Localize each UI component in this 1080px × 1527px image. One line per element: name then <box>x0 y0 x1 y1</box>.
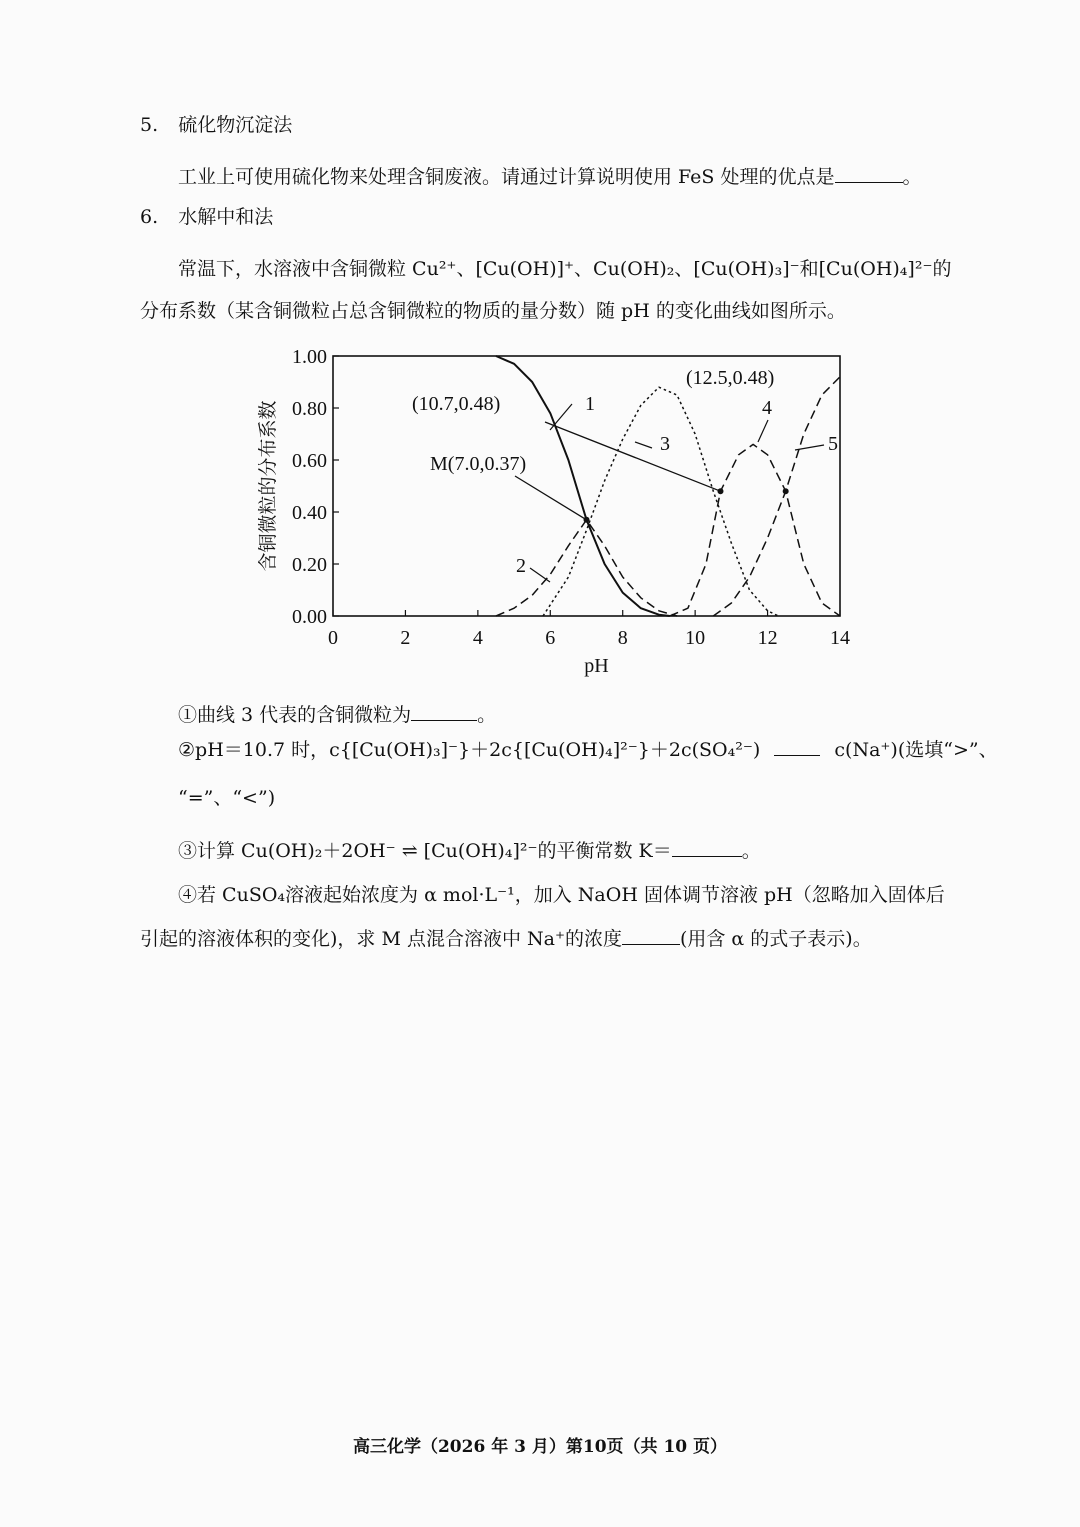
q2-text: ②pH＝10.7 时，c{[Cu(OH)₃]⁻}＋2c{[Cu(OH)₄]²⁻}＋2c(SO₄²⁻) <box>178 739 761 761</box>
x-tick-label: 10 <box>685 627 706 649</box>
x-tick-label: 12 <box>757 627 778 649</box>
chart-curves <box>496 356 840 616</box>
question-1 <box>178 702 496 728</box>
page-footer: 高三化学（2026 年 3 月）第10页（共 10 页） <box>352 1437 728 1457</box>
answer-blank-q1[interactable] <box>411 702 477 721</box>
y-tick-label: 0.20 <box>292 554 327 576</box>
question-4-line-2 <box>140 926 872 952</box>
answer-blank-fes[interactable] <box>835 164 903 183</box>
y-tick-label: 0.80 <box>292 398 327 420</box>
question-2 <box>178 737 998 763</box>
section6-number: 6. <box>140 206 159 228</box>
curve-label-5: 5 <box>828 433 838 455</box>
section5-end: 。 <box>902 166 922 188</box>
x-axis-label: pH <box>584 655 609 677</box>
section6-heading <box>140 204 273 230</box>
curve-leader-2 <box>530 568 550 582</box>
chart-axes <box>257 346 850 677</box>
curve-label-3: 3 <box>660 433 670 455</box>
section5-text: 工业上可使用硫化物来处理含铜废液。请通过计算说明使用 FeS 处理的优点是 <box>178 166 835 188</box>
annotation-label: M(7.0,0.37) <box>430 453 527 475</box>
answer-blank-q3[interactable] <box>672 838 742 857</box>
section5-question <box>178 164 922 190</box>
curve-label-1: 1 <box>585 393 595 415</box>
x-tick-label: 2 <box>400 627 411 649</box>
section5-number: 5. <box>140 114 159 136</box>
y-axis-label: 含铜微粒的分布系数 <box>257 400 279 572</box>
y-tick-label: 0.40 <box>292 502 327 524</box>
annotation-label: (12.5,0.48) <box>686 367 775 389</box>
q3-end: 。 <box>741 840 761 862</box>
chart-labels <box>412 367 838 582</box>
q1-end: 。 <box>477 704 497 726</box>
section6-intro-2: 分布系数（某含铜微粒占总含铜微粒的物质的量分数）随 pH 的变化曲线如图所示。 <box>140 300 846 322</box>
answer-blank-q2[interactable] <box>774 737 820 756</box>
curve-leader-3 <box>635 442 652 448</box>
curve-4 <box>670 444 840 616</box>
q3-text: ③计算 Cu(OH)₂＋2OH⁻ ⇌ [Cu(OH)₄]²⁻的平衡常数 K＝ <box>178 840 672 862</box>
annotation-point <box>717 488 723 494</box>
y-tick-label: 0.00 <box>292 606 327 628</box>
curve-3 <box>543 387 778 616</box>
y-tick-label: 1.00 <box>292 346 327 368</box>
q4-text: 引起的溶液体积的变化)，求 M 点混合溶液中 Na⁺的浓度 <box>140 928 622 950</box>
y-tick-label: 0.60 <box>292 450 327 472</box>
curve-label-2: 2 <box>516 555 526 577</box>
question-3 <box>178 838 761 864</box>
curve-leader-4 <box>758 420 768 442</box>
section5-heading <box>140 112 292 138</box>
distribution-chart-svg <box>250 340 870 680</box>
section6-title: 水解中和法 <box>178 206 274 228</box>
section5-title: 硫化物沉淀法 <box>178 114 293 136</box>
q2-text-2: c(Na⁺)(选填“>”、 <box>834 739 998 761</box>
answer-blank-q4[interactable] <box>622 926 680 945</box>
curve-5 <box>713 377 840 616</box>
question-2-options: “=”、“<”) <box>178 787 276 809</box>
section6-intro-1: 常温下，水溶液中含铜微粒 Cu²⁺、[Cu(OH)]⁺、Cu(OH)₂、[Cu(OH)₃]⁻和[Cu(OH)₄]²⁻的 <box>178 258 952 280</box>
q1-text: ①曲线 3 代表的含铜微粒为 <box>178 704 412 726</box>
distribution-chart <box>250 340 870 680</box>
x-tick-label: 6 <box>545 627 556 649</box>
x-tick-label: 4 <box>472 627 483 649</box>
x-tick-label: 0 <box>328 627 338 649</box>
curve-leader-5 <box>795 445 824 450</box>
annotation-label: (10.7,0.48) <box>412 393 501 415</box>
q4-end: (用含 α 的式子表示)。 <box>679 928 872 950</box>
x-tick-label: 14 <box>830 627 850 649</box>
curve-leader-1 <box>550 404 572 430</box>
question-4-line-1: ④若 CuSO₄溶液起始浓度为 α mol·L⁻¹，加入 NaOH 固体调节溶液 pH（忽略加入固体后 <box>178 884 945 906</box>
annotation-point <box>783 488 789 494</box>
curve-1 <box>496 356 670 616</box>
curve-label-4: 4 <box>762 397 772 419</box>
x-tick-label: 8 <box>617 627 628 649</box>
